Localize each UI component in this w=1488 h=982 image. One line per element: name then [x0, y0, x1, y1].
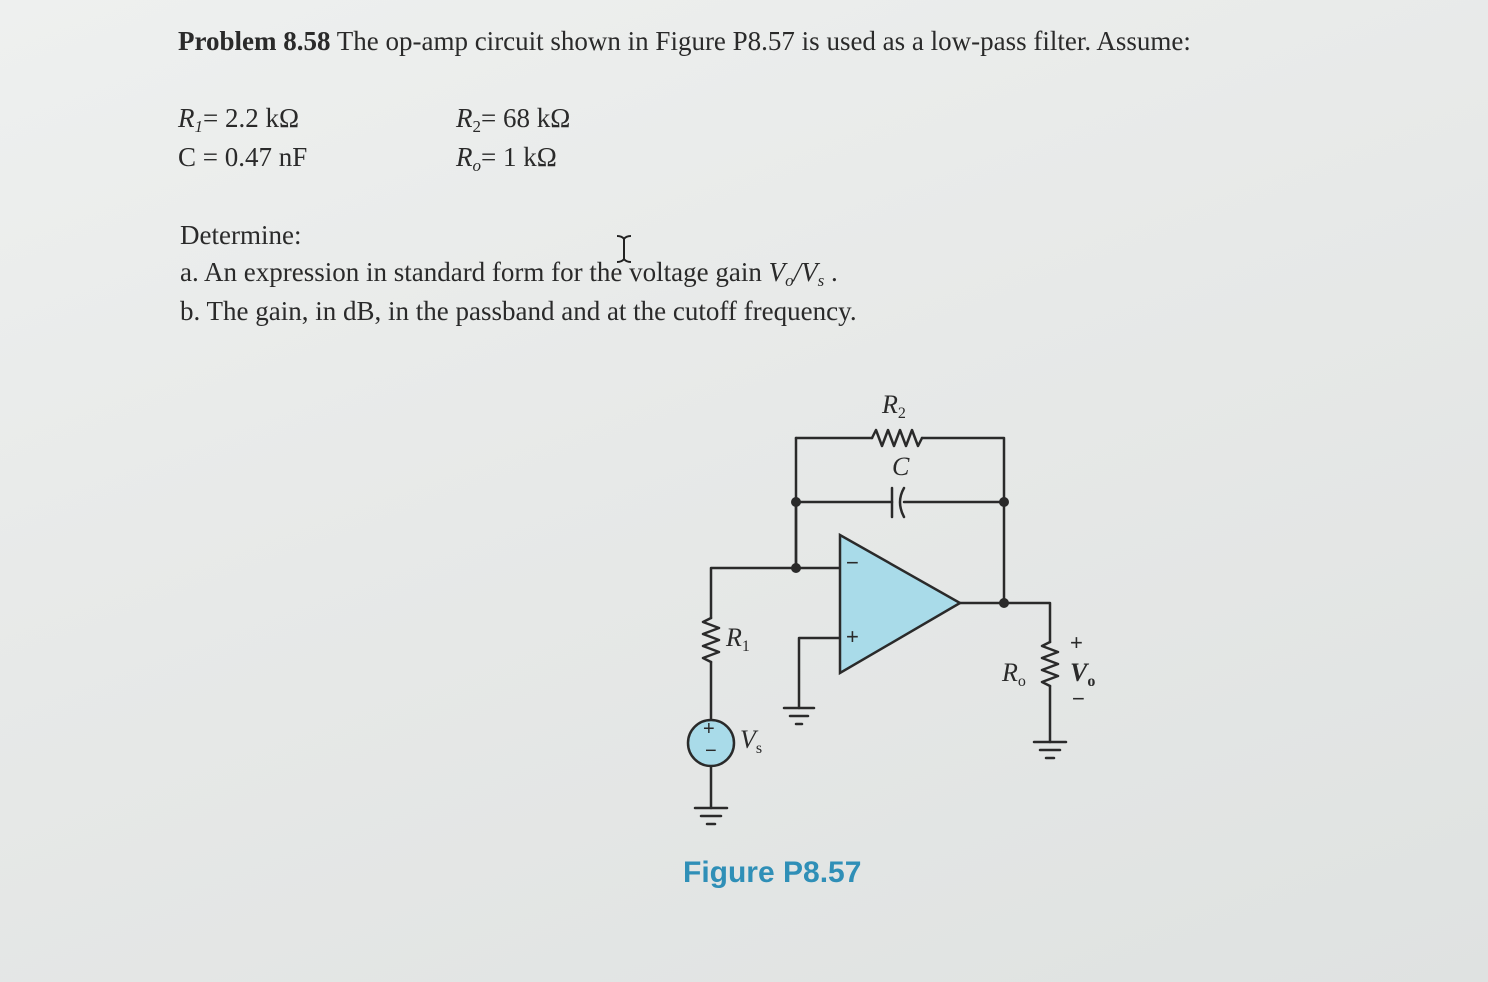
vo-plus-sign: + — [1070, 630, 1083, 655]
r1-top-wire — [711, 568, 796, 618]
source-plus-sign: + — [703, 718, 715, 740]
param-r2: $R_2= 68$ kΩ — [456, 103, 571, 136]
vs-label: Vs — [740, 725, 763, 757]
param-ro: $R_o= 1$ kΩ — [456, 142, 557, 175]
part-a-text: a. An expression in standard form for the voltage gain $V_o/V_s$ . — [180, 257, 838, 290]
ro-resistor — [1042, 642, 1058, 686]
determine-heading: Determine: — [180, 220, 302, 250]
problem-number: Problem 8.58 — [178, 26, 331, 56]
ro-label: Ro — [1002, 658, 1026, 690]
opamp-noninverting-sign: + — [846, 624, 859, 649]
junction-dot — [999, 598, 1009, 608]
source-minus-sign: − — [705, 740, 717, 762]
problem-text: The op-amp circuit shown in Figure P8.57 is used as a low-pass filter. Assume: — [336, 26, 1191, 56]
param-c: C = 0.47 nF — [178, 142, 308, 172]
text-cursor-icon — [614, 234, 634, 264]
c-label: C — [892, 452, 910, 481]
opamp-inverting-sign: − — [846, 550, 859, 575]
part-b-text: b. The gain, in dB, in the passband and at the cutoff frequency. — [180, 296, 857, 326]
inverting-input-wire — [796, 502, 840, 568]
vo-minus-sign: − — [1072, 686, 1085, 711]
r2-resistor — [872, 430, 922, 446]
problem-statement — [178, 26, 1191, 57]
param-r1: $R_1= 2.2$ kΩ — [178, 103, 300, 136]
r1-label: R1 — [726, 623, 750, 655]
vo-label: Vo — [1070, 658, 1096, 690]
r2-wire-right — [922, 438, 1004, 502]
junction-dot — [999, 497, 1009, 507]
circuit-diagram — [660, 380, 1120, 840]
circuit-schematic — [660, 380, 1120, 840]
r2-label: R2 — [882, 390, 906, 422]
output-to-ro-wire — [1004, 603, 1050, 642]
junction-dot — [791, 563, 801, 573]
r1-resistor — [703, 618, 719, 662]
output-wire — [960, 502, 1004, 603]
noninverting-input-wire — [799, 638, 840, 708]
figure-caption: Figure P8.57 — [683, 856, 862, 889]
junction-dot — [791, 497, 801, 507]
